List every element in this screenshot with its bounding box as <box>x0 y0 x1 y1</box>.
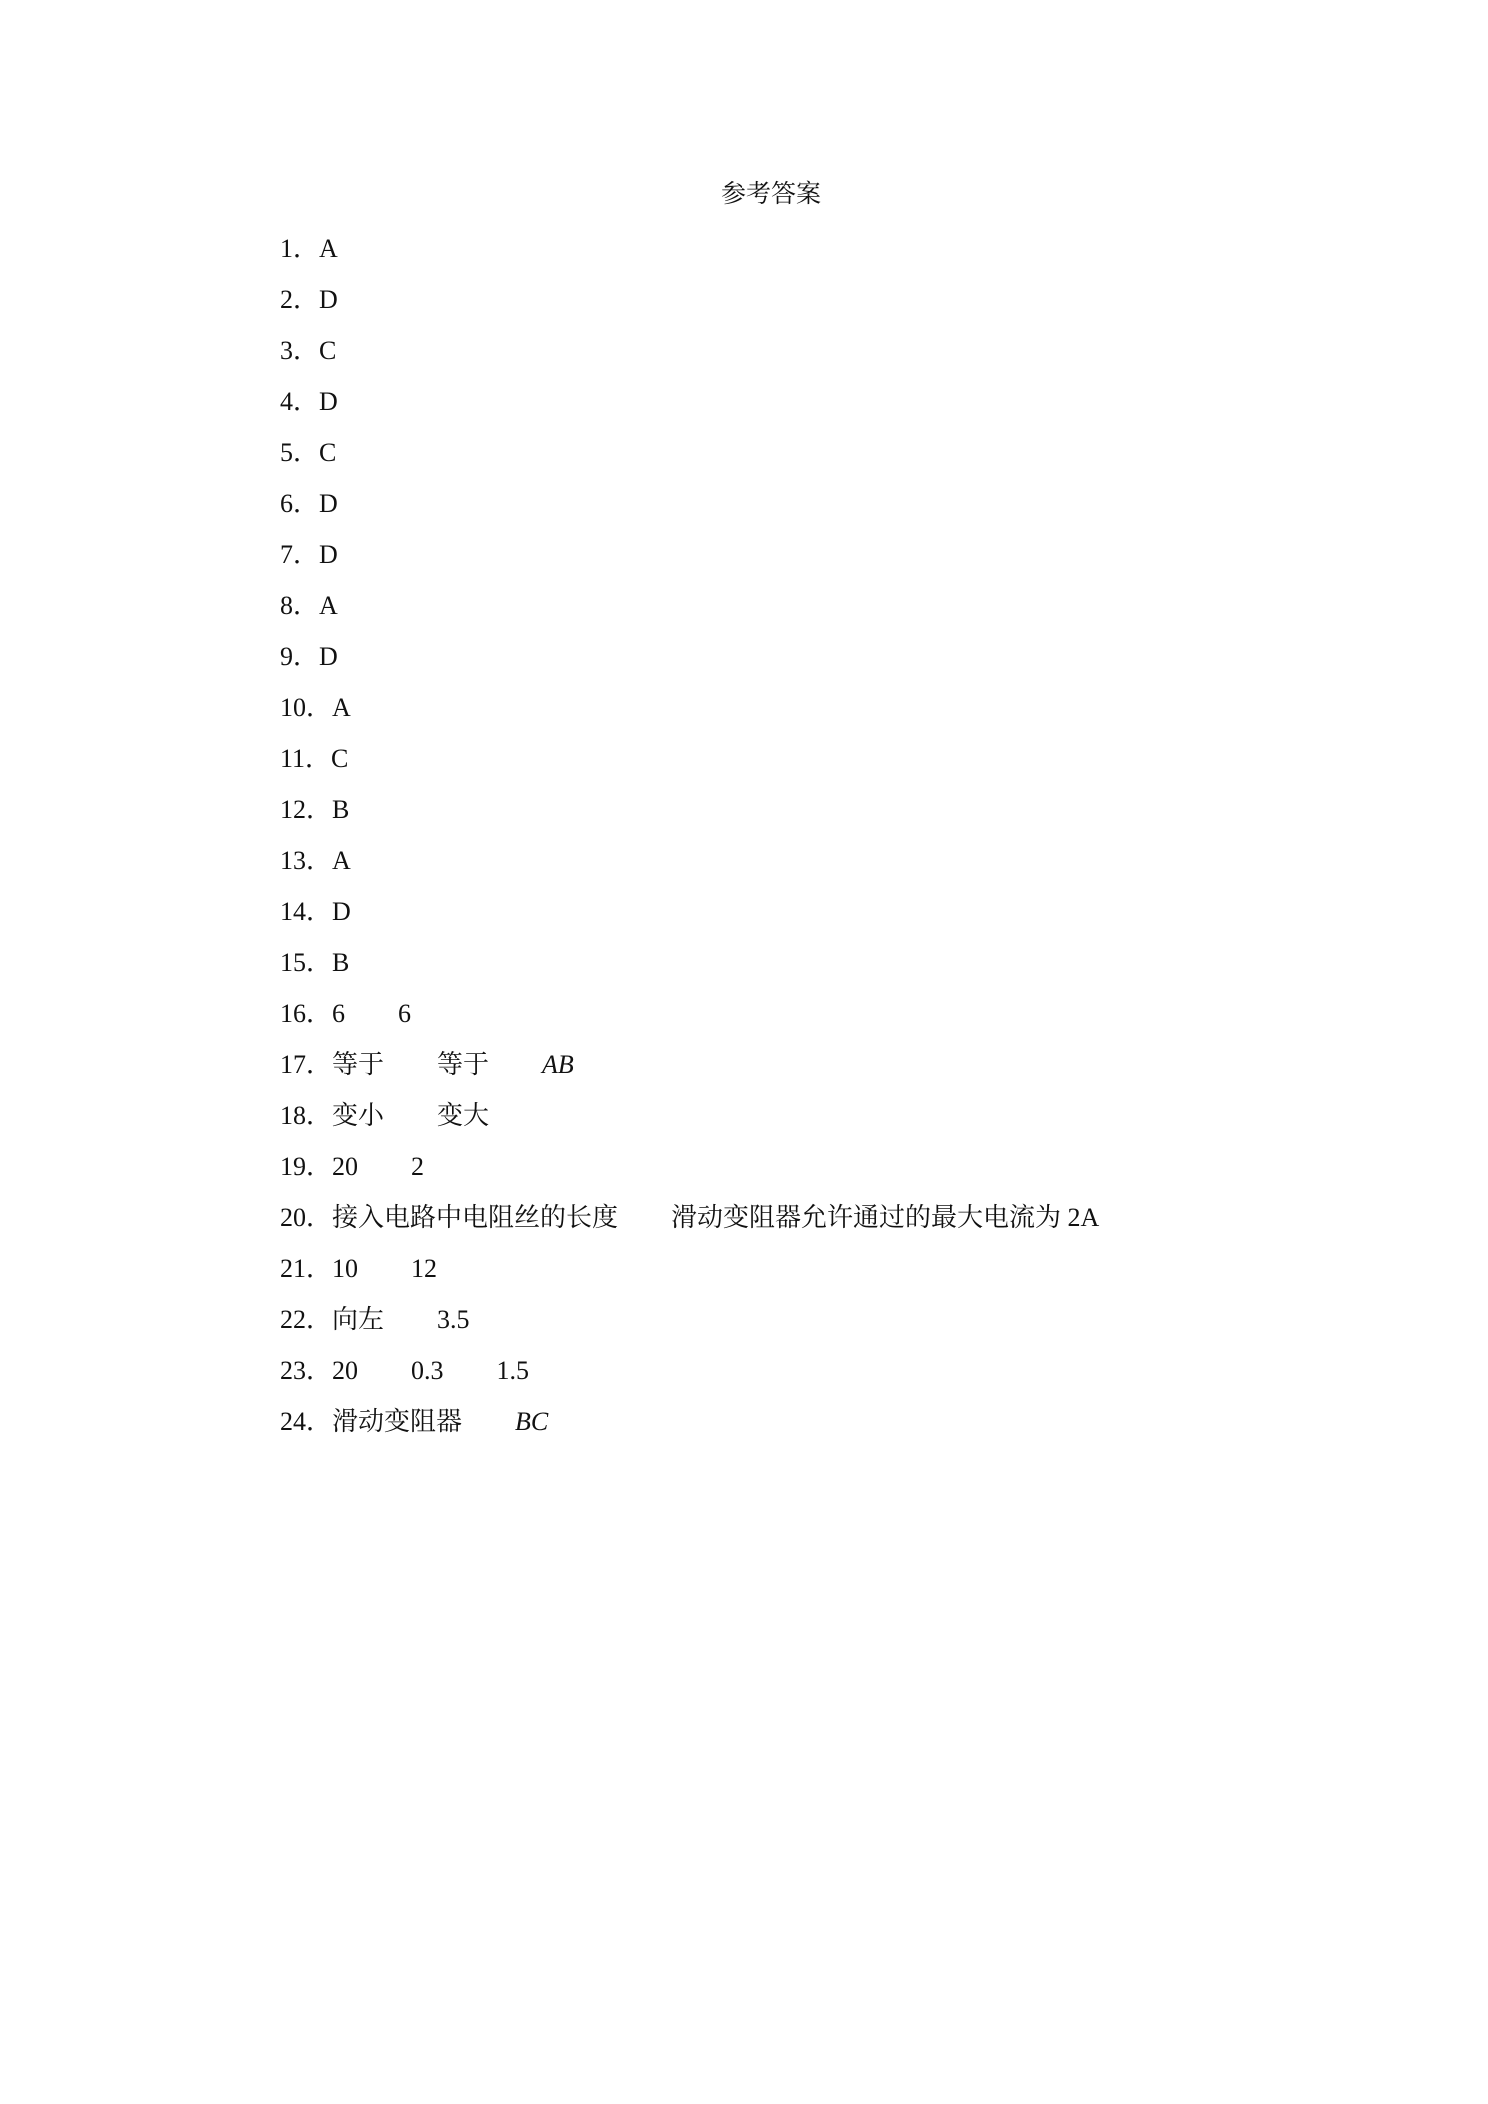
question-number: 4 <box>280 387 293 416</box>
answer-text: 变小 <box>332 1101 385 1130</box>
number-separator: ． <box>306 1254 333 1283</box>
answer-row <box>280 487 1152 538</box>
answer-text: 接入电路中电阻丝的长度 <box>332 1203 619 1232</box>
answer-row <box>280 385 1152 436</box>
question-number: 14 <box>280 897 306 926</box>
answer-row <box>280 1150 1152 1201</box>
answer-text: BC <box>515 1407 549 1436</box>
answer-row <box>280 1303 1152 1354</box>
answer-text: C <box>319 336 337 365</box>
question-number: 5 <box>280 438 293 467</box>
number-separator: ． <box>306 693 333 722</box>
answer-text: D <box>319 540 338 569</box>
answer-text: 12 <box>411 1254 437 1283</box>
answer-text: B <box>332 948 350 977</box>
answer-row <box>280 538 1152 589</box>
page-title: 参考答案 <box>720 181 821 208</box>
answer-text: 10 <box>332 1254 358 1283</box>
answer-text: C <box>331 744 349 773</box>
answer-text: 2 <box>411 1152 424 1181</box>
question-number: 15 <box>280 948 306 977</box>
number-separator: ． <box>293 540 320 569</box>
answer-row <box>280 1099 1152 1150</box>
answer-text: AB <box>542 1050 574 1079</box>
question-number: 12 <box>280 795 306 824</box>
answer-text: D <box>319 387 338 416</box>
question-number: 19 <box>280 1152 306 1181</box>
answer-row <box>280 793 1152 844</box>
answer-text: D <box>319 489 338 518</box>
number-separator: ． <box>306 795 333 824</box>
question-number: 20 <box>280 1203 306 1232</box>
answer-row <box>280 334 1152 385</box>
number-separator: ． <box>306 897 333 926</box>
answer-text: B <box>332 795 350 824</box>
question-number: 21 <box>280 1254 306 1283</box>
answer-text: 滑动变阻器允许通过的最大电流为 2A <box>671 1203 1100 1232</box>
answer-text: D <box>319 642 338 671</box>
number-separator: ． <box>293 285 320 314</box>
number-separator: ． <box>293 387 320 416</box>
answer-row <box>280 1201 1152 1252</box>
answer-text: D <box>332 897 351 926</box>
answer-text: 向左 <box>332 1305 385 1334</box>
question-number: 17 <box>280 1050 306 1079</box>
question-number: 16 <box>280 999 306 1028</box>
number-separator: ． <box>293 234 320 263</box>
question-number: 24 <box>280 1407 306 1436</box>
number-separator: ． <box>306 948 333 977</box>
number-separator: ． <box>293 489 320 518</box>
number-separator: ． <box>306 1356 333 1385</box>
answer-text: 3.5 <box>437 1305 470 1334</box>
answer-row <box>280 1354 1152 1405</box>
answer-text: A <box>319 591 338 620</box>
number-separator: ． <box>293 642 320 671</box>
number-separator: ． <box>306 1101 333 1130</box>
answer-row <box>280 283 1152 334</box>
answer-row <box>280 997 1152 1048</box>
answer-row <box>280 1048 1152 1099</box>
answer-text: A <box>332 846 351 875</box>
answer-text: D <box>319 285 338 314</box>
answer-row <box>280 946 1152 997</box>
answer-text: 等于 <box>437 1050 490 1079</box>
number-separator: ． <box>306 1050 333 1079</box>
answer-text: 0.3 <box>411 1356 444 1385</box>
number-separator: ． <box>305 744 332 773</box>
answer-row <box>280 640 1152 691</box>
answer-row <box>280 436 1152 487</box>
answer-row <box>280 1252 1152 1303</box>
number-separator: ． <box>306 846 333 875</box>
number-separator: ． <box>293 336 320 365</box>
answer-row <box>280 844 1152 895</box>
question-number: 13 <box>280 846 306 875</box>
number-separator: ． <box>306 1407 333 1436</box>
question-number: 22 <box>280 1305 306 1334</box>
number-separator: ． <box>293 591 320 620</box>
number-separator: ． <box>306 1305 333 1334</box>
question-number: 10 <box>280 693 306 722</box>
question-number: 11 <box>280 744 306 773</box>
question-number: 7 <box>280 540 293 569</box>
question-number: 8 <box>280 591 293 620</box>
question-number: 3 <box>280 336 293 365</box>
answer-row <box>280 691 1152 742</box>
question-number: 9 <box>280 642 293 671</box>
number-separator: ． <box>306 999 333 1028</box>
number-separator: ． <box>293 438 320 467</box>
question-number: 18 <box>280 1101 306 1130</box>
question-number: 6 <box>280 489 293 518</box>
answer-text: 20 <box>332 1152 358 1181</box>
answer-text: 等于 <box>332 1050 385 1079</box>
answer-text: A <box>319 234 338 263</box>
question-number: 23 <box>280 1356 306 1385</box>
answer-list <box>280 232 1152 1456</box>
answer-text: 6 <box>332 999 345 1028</box>
answer-text: 6 <box>398 999 411 1028</box>
answer-row <box>280 742 1152 793</box>
number-separator: ． <box>306 1203 333 1232</box>
answer-row <box>280 895 1152 946</box>
answer-text: C <box>319 438 337 467</box>
answer-text: 1.5 <box>496 1356 529 1385</box>
answer-text: 变大 <box>437 1101 490 1130</box>
answer-text: A <box>332 693 351 722</box>
answer-text: 滑动变阻器 <box>332 1407 463 1436</box>
number-separator: ． <box>306 1152 333 1181</box>
answer-row <box>280 589 1152 640</box>
answer-text: 20 <box>332 1356 358 1385</box>
question-number: 1 <box>280 234 293 263</box>
answer-row <box>280 1405 1152 1456</box>
answer-row <box>280 232 1152 283</box>
question-number: 2 <box>280 285 293 314</box>
